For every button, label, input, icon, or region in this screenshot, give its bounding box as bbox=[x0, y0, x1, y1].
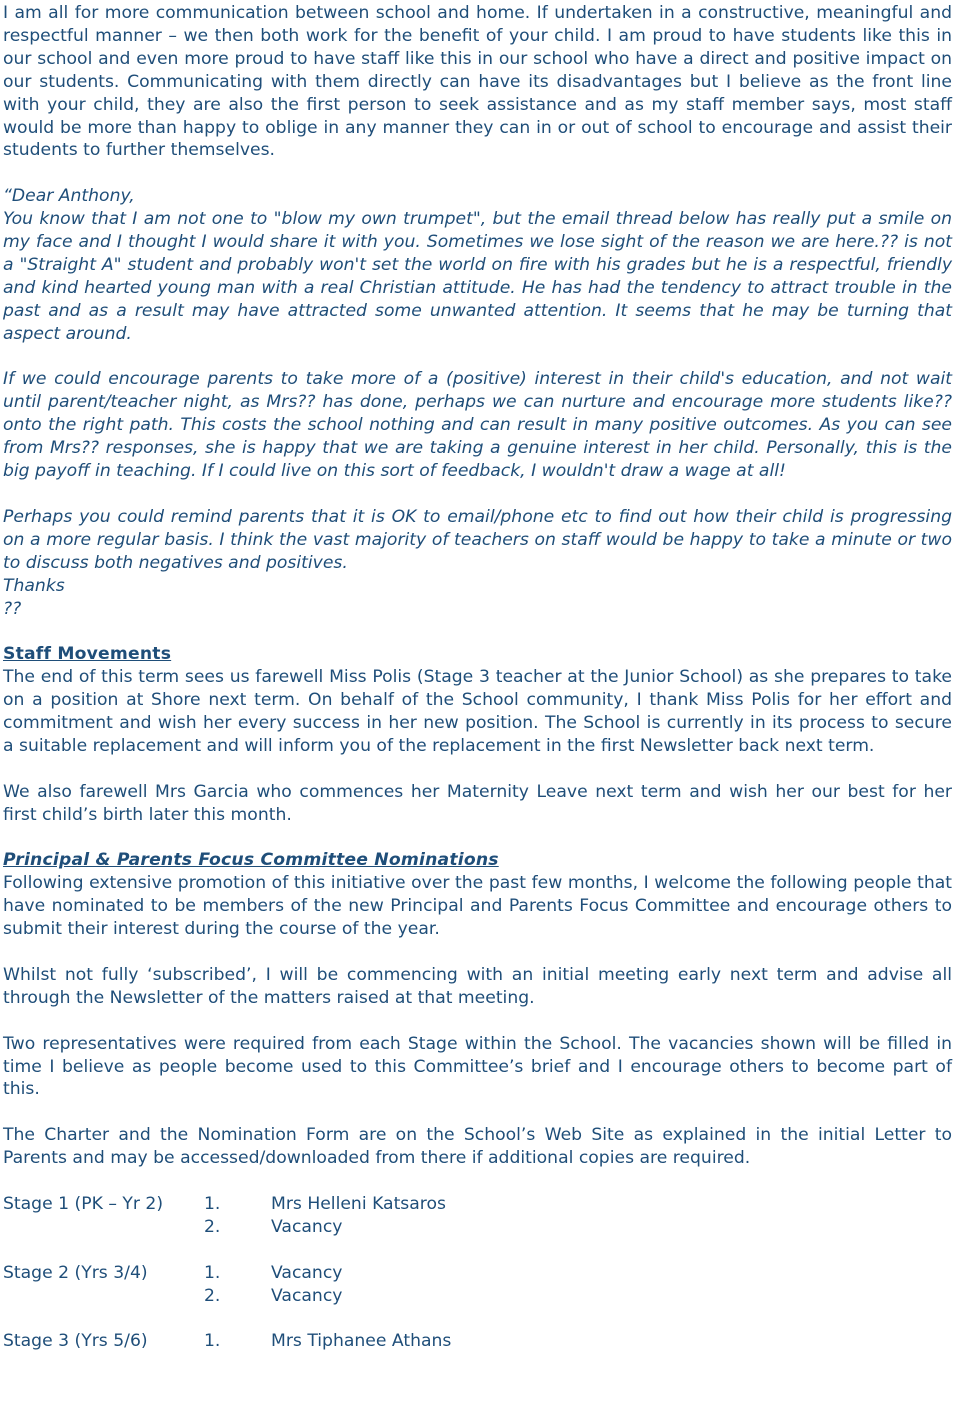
table-row bbox=[3, 1330, 451, 1353]
letter-paragraph-2: If we could encourage parents to take more of a (positive) interest in their child's education, and not wait until parent/teacher night, as Mrs?? has done, perhaps we can nurture and encourage more students like?? onto the right path. This costs the school nothing and can result in many positive outcomes. As you can see from Mrs?? responses, she is happy that we are taking a genuine interest in her child. Personally, this is the big payoff in teaching. If I could live on this sort of feedback, I wouldn't draw a wage at all! bbox=[3, 369, 952, 482]
stage-nominations-table bbox=[3, 1193, 451, 1353]
stage-label: Stage 1 (PK – Yr 2) bbox=[3, 1193, 164, 1214]
stage-label: Stage 2 (Yrs 3/4) bbox=[3, 1262, 148, 1283]
letter-paragraph-3: Perhaps you could remind parents that it is OK to email/phone etc to find out how their child is progressing on a more regular basis. I think the vast majority of teachers on staff would be happy to take a minute or two to discuss both negatives and positives. bbox=[3, 506, 952, 573]
table-spacer-row bbox=[3, 1307, 451, 1330]
quoted-letter bbox=[3, 185, 952, 620]
table-row bbox=[3, 1262, 451, 1285]
committee-section bbox=[3, 849, 952, 1353]
member-number: 1. bbox=[204, 1193, 221, 1214]
member-number: 2. bbox=[204, 1216, 221, 1237]
spacer bbox=[3, 1010, 952, 1033]
table-row bbox=[3, 1193, 451, 1216]
member-number: 1. bbox=[204, 1262, 221, 1283]
member-name: Vacancy bbox=[271, 1216, 343, 1237]
committee-paragraph-2: Whilst not fully ‘subscribed’, I will be commencing with an initial meeting early next term and advise all through the Newsletter of the matters raised at that meeting. bbox=[3, 964, 952, 1008]
letter-greeting: “Dear Anthony, bbox=[3, 186, 135, 207]
table-row bbox=[3, 1216, 451, 1239]
member-number: 1. bbox=[204, 1331, 221, 1352]
table-row bbox=[3, 1285, 451, 1308]
spacer bbox=[3, 941, 952, 964]
member-name: Mrs Tiphanee Athans bbox=[271, 1331, 452, 1352]
spacer bbox=[3, 758, 952, 781]
committee-heading: Principal & Parents Focus Committee Nominations bbox=[3, 850, 499, 871]
staff-movements-section bbox=[3, 643, 952, 826]
intro-paragraph: I am all for more communication between school and home. If undertaken in a constructive, meaningful and respectful manner – we then both work for the benefit of your child. I am proud to have students like this in our school and even more proud to have staff like this in our school who have a direct and positive impact on our students. Communicating with them directly can have its disadvantages but I believe as the front line with your child, they are also the first person to seek assistance and as my staff member says, most staff would be more than happy to oblige in any manner they can in or out of school to encourage and assist their students to further themselves. bbox=[3, 3, 952, 161]
member-name: Mrs Helleni Katsaros bbox=[271, 1193, 446, 1214]
letter-signoff: Thanks bbox=[3, 575, 65, 596]
spacer bbox=[3, 620, 952, 643]
spacer bbox=[3, 1170, 952, 1193]
committee-paragraph-3: Two representatives were required from each Stage within the School. The vacancies shown will be filled in time I believe as people become used to this Committee’s brief and I encourage others to become part of this. bbox=[3, 1033, 952, 1100]
stage-label: Stage 3 (Yrs 5/6) bbox=[3, 1331, 148, 1352]
letter-paragraph-1: You know that I am not one to "blow my own trumpet", but the email thread below has really put a smile on my face and I thought I would share it with you. Sometimes we lose sight of the reason we are here.?? is not a "Straight A" student and probably won't set the world on fire with his grades but he is a respectful, friendly and kind hearted young man with a real Christian attitude. He has had the tendency to attract trouble in the past and as a result may have attracted some unwanted attention. It seems that he may be turning that aspect around. bbox=[3, 209, 952, 344]
spacer bbox=[3, 1101, 952, 1124]
staff-movements-paragraph-2: We also farewell Mrs Garcia who commences her Maternity Leave next term and wish her our best for her first child’s birth later this month. bbox=[3, 781, 952, 825]
staff-movements-heading: Staff Movements bbox=[3, 644, 172, 665]
committee-paragraph-1: Following extensive promotion of this initiative over the past few months, I welcome the following people that have nominated to be members of the new Principal and Parents Focus Committee and encourage others to submit their interest during the course of the year. bbox=[3, 873, 952, 940]
member-name: Vacancy bbox=[271, 1262, 343, 1283]
spacer bbox=[3, 827, 952, 850]
staff-movements-paragraph-1: The end of this term sees us farewell Miss Polis (Stage 3 teacher at the Junior School) as she prepares to take on a position at Shore next term. On behalf of the School community, I thank Miss Polis for her effort and commitment and wish her every success in her new position. The School is currently in its process to secure a suitable replacement and will inform you of the replacement in the first Newsletter back next term. bbox=[3, 667, 952, 756]
member-name: Vacancy bbox=[271, 1285, 343, 1306]
committee-paragraph-4: The Charter and the Nomination Form are on the School’s Web Site as explained in the initial Letter to Parents and may be accessed/downloaded from there if additional copies are required. bbox=[3, 1125, 952, 1169]
spacer bbox=[3, 346, 952, 369]
spacer bbox=[3, 483, 952, 506]
table-spacer-row bbox=[3, 1239, 451, 1262]
letter-signature: ?? bbox=[3, 598, 22, 619]
member-number: 2. bbox=[204, 1285, 221, 1306]
spacer bbox=[3, 162, 952, 185]
